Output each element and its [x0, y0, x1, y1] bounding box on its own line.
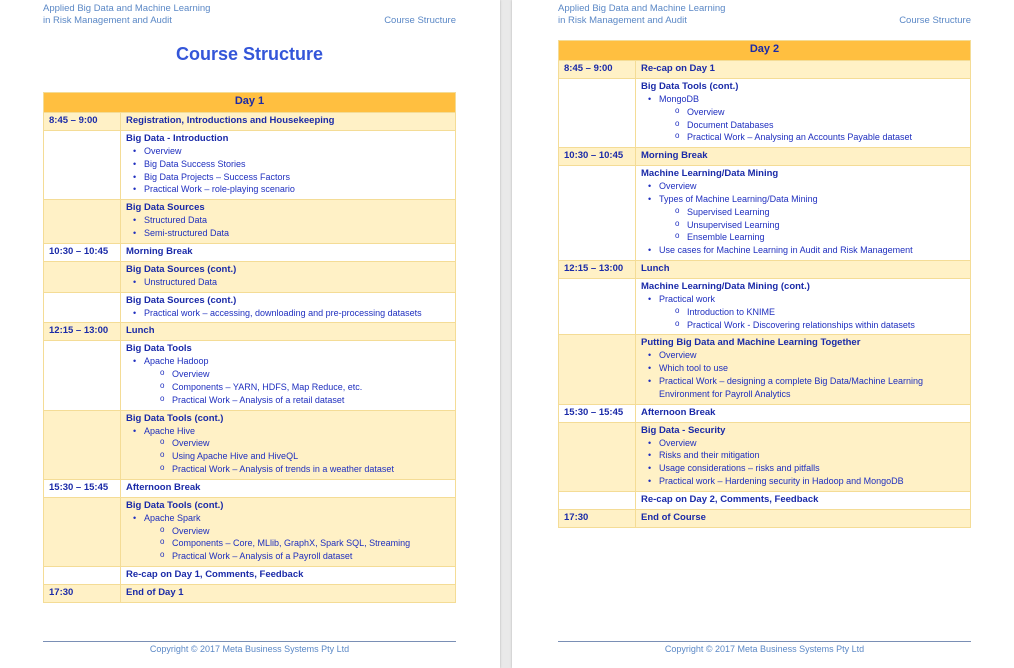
session-heading: Lunch [126, 325, 155, 337]
subtopic-item: o Document Databases [641, 119, 965, 132]
session-time: 8:45 – 9:00 [559, 61, 636, 79]
session-time: 15:30 – 15:45 [559, 404, 636, 422]
session-topic-list [126, 425, 450, 476]
day1-schedule-table [43, 92, 456, 603]
session-content [636, 335, 971, 404]
topic-item: • Structured Data [126, 214, 450, 227]
subtopic-item: o Practical Work – Analysis of a Payroll dataset [126, 550, 450, 563]
header-line-2: in Risk Management and Audit [558, 14, 687, 26]
session-content [121, 584, 456, 602]
page-2 [512, 0, 1014, 668]
schedule-row [559, 79, 971, 148]
topic-item: • Usage considerations – risks and pitfalls [641, 462, 965, 475]
session-content [636, 79, 971, 148]
footer-rule [43, 641, 456, 642]
subtopic-item: o Supervised Learning [641, 206, 965, 219]
session-content [636, 148, 971, 166]
day2-schedule-table [558, 40, 971, 528]
schedule-row [44, 113, 456, 131]
schedule-row [44, 479, 456, 497]
page-title: Course Structure [175, 44, 324, 64]
session-content [636, 509, 971, 527]
session-time [559, 491, 636, 509]
header-line-1: Applied Big Data and Machine Learning [558, 3, 726, 14]
session-time [559, 335, 636, 404]
session-heading: Big Data Sources (cont.) [126, 294, 237, 306]
session-heading: Lunch [641, 262, 670, 274]
session-time [559, 278, 636, 334]
session-time: 12:15 – 13:00 [44, 323, 121, 341]
session-content [636, 61, 971, 79]
session-content [121, 200, 456, 244]
topic-item: • Apache Hadoop [126, 355, 450, 368]
subtopic-item: o Unsupervised Learning [641, 219, 965, 232]
session-content [121, 497, 456, 566]
schedule-row [44, 566, 456, 584]
session-topic-list [641, 293, 965, 331]
topic-item: • Practical work – Hardening security in Hadoop and MongoDB [641, 475, 965, 488]
session-topic-list [641, 93, 965, 144]
day2-rows [559, 61, 971, 528]
session-content [121, 323, 456, 341]
session-topic-list [126, 276, 450, 289]
topic-item: • Apache Hive [126, 425, 450, 438]
session-content [121, 292, 456, 323]
session-topic-list [641, 349, 965, 400]
session-heading: Putting Big Data and Machine Learning Together [641, 337, 861, 349]
topic-item: • Big Data Success Stories [126, 158, 450, 171]
session-heading: Big Data - Security [641, 424, 726, 436]
subtopic-item: o Overview [641, 106, 965, 119]
subtopic-item: o Practical Work - Discovering relationships within datasets [641, 319, 965, 332]
session-time [44, 131, 121, 200]
topic-item: • Use cases for Machine Learning in Audit and Risk Management [641, 244, 965, 257]
topic-item: • Overview [641, 349, 965, 362]
header-line-2: in Risk Management and Audit [43, 14, 172, 26]
subtopic-item: o Practical Work – Analysing an Accounts Payable dataset [641, 131, 965, 144]
session-topic-list [126, 512, 450, 563]
session-heading: End of Day 1 [126, 586, 184, 598]
subtopic-item: o Ensemble Learning [641, 231, 965, 244]
session-heading: Morning Break [641, 150, 708, 162]
session-time [44, 566, 121, 584]
session-topic-list [641, 180, 965, 257]
session-time [44, 341, 121, 410]
schedule-row [44, 410, 456, 479]
session-heading: Registration, Introductions and Housekeeping [126, 115, 335, 126]
session-time [44, 497, 121, 566]
session-content [121, 131, 456, 200]
session-time [559, 79, 636, 148]
topic-item: • Practical work [641, 293, 965, 306]
schedule-row [44, 323, 456, 341]
session-heading: Afternoon Break [641, 406, 716, 418]
session-time [44, 261, 121, 292]
session-content [121, 341, 456, 410]
topic-item: • Apache Spark [126, 512, 450, 525]
session-heading: Afternoon Break [126, 481, 201, 493]
session-time [559, 166, 636, 261]
topic-item: • Practical work – accessing, downloading and pre-processing datasets [126, 307, 450, 320]
topic-item: • MongoDB [641, 93, 965, 106]
schedule-row [559, 166, 971, 261]
subtopic-item: o Components – YARN, HDFS, Map Reduce, etc. [126, 381, 450, 394]
topic-item: • Big Data Projects – Success Factors [126, 171, 450, 184]
session-content [636, 278, 971, 334]
session-topic-list [126, 307, 450, 320]
page-header-section: Course Structure [899, 15, 971, 26]
session-content [121, 410, 456, 479]
footer-rule [558, 641, 971, 642]
page-footer: Copyright © 2017 Meta Business Systems Pty Ltd [149, 644, 350, 654]
session-time: 17:30 [559, 509, 636, 527]
topic-item: • Practical Work – role-playing scenario [126, 183, 450, 196]
day1-rows [44, 113, 456, 603]
topic-item: • Risks and their mitigation [641, 449, 965, 462]
day1-heading: Day 1 [44, 93, 456, 113]
session-content [636, 491, 971, 509]
session-time: 15:30 – 15:45 [44, 479, 121, 497]
session-heading: Big Data - Introduction [126, 133, 229, 144]
session-heading: Big Data Tools (cont.) [641, 81, 739, 92]
schedule-row [559, 491, 971, 509]
session-time [44, 200, 121, 244]
session-content [636, 260, 971, 278]
schedule-row [44, 261, 456, 292]
schedule-row [44, 200, 456, 244]
session-content [121, 261, 456, 292]
session-content [121, 566, 456, 584]
session-content [636, 404, 971, 422]
schedule-row [44, 131, 456, 200]
schedule-row [44, 292, 456, 323]
session-time [44, 292, 121, 323]
session-time [44, 410, 121, 479]
topic-item: • Overview [126, 145, 450, 158]
session-heading: Big Data Tools (cont.) [126, 499, 224, 511]
session-heading: Big Data Tools [126, 343, 192, 355]
day2-heading: Day 2 [559, 41, 971, 61]
schedule-row [559, 335, 971, 404]
subtopic-item: o Practical Work – Analysis of trends in a weather dataset [126, 463, 450, 476]
subtopic-item: o Introduction to KNIME [641, 306, 965, 319]
session-time: 10:30 – 10:45 [559, 148, 636, 166]
page-header-section: Course Structure [384, 15, 456, 26]
session-heading: Morning Break [126, 245, 193, 257]
topic-item: • Overview [641, 180, 965, 193]
schedule-row [559, 61, 971, 79]
session-content [121, 243, 456, 261]
schedule-row [559, 148, 971, 166]
topic-item: • Types of Machine Learning/Data Mining [641, 193, 965, 206]
session-content [121, 113, 456, 131]
session-heading: Big Data Sources (cont.) [126, 263, 237, 275]
schedule-row [559, 509, 971, 527]
session-topic-list [126, 355, 450, 406]
subtopic-item: o Overview [126, 368, 450, 381]
schedule-row [559, 260, 971, 278]
header-line-1: Applied Big Data and Machine Learning [43, 3, 211, 14]
session-heading: Machine Learning/Data Mining (cont.) [641, 280, 810, 292]
session-time: 17:30 [44, 584, 121, 602]
schedule-row [44, 341, 456, 410]
page-header-course [558, 3, 725, 26]
session-heading: Re-cap on Day 1 [641, 63, 715, 74]
subtopic-item: o Using Apache Hive and HiveQL [126, 450, 450, 463]
session-topic-list [641, 437, 965, 488]
page-header-course [43, 3, 210, 26]
session-topic-list [126, 145, 450, 196]
session-heading: Big Data Tools (cont.) [126, 412, 224, 424]
session-heading: Re-cap on Day 2, Comments, Feedback [641, 493, 819, 505]
subtopic-item: o Components – Core, MLlib, GraphX, Spark SQL, Streaming [126, 537, 450, 550]
session-time [559, 422, 636, 491]
subtopic-item: o Practical Work – Analysis of a retail dataset [126, 394, 450, 407]
session-time: 8:45 – 9:00 [44, 113, 121, 131]
session-content [121, 479, 456, 497]
topic-item: • Semi-structured Data [126, 227, 450, 240]
session-heading: Re-cap on Day 1, Comments, Feedback [126, 568, 304, 580]
session-time: 10:30 – 10:45 [44, 243, 121, 261]
session-content [636, 166, 971, 261]
schedule-row [559, 404, 971, 422]
subtopic-item: o Overview [126, 437, 450, 450]
schedule-row [559, 278, 971, 334]
subtopic-item: o Overview [126, 525, 450, 538]
topic-item: • Which tool to use [641, 362, 965, 375]
session-heading: End of Course [641, 511, 706, 523]
session-topic-list [126, 214, 450, 240]
schedule-row [44, 497, 456, 566]
session-content [636, 422, 971, 491]
session-time: 12:15 – 13:00 [559, 260, 636, 278]
session-heading: Big Data Sources [126, 202, 205, 214]
schedule-row [559, 422, 971, 491]
topic-item: • Overview [641, 437, 965, 450]
schedule-row [44, 584, 456, 602]
topic-item: • Unstructured Data [126, 276, 450, 289]
schedule-row [44, 243, 456, 261]
session-heading: Machine Learning/Data Mining [641, 168, 779, 180]
topic-item: • Practical Work – designing a complete Big Data/Machine Learning Environment for Payroll Analytics [641, 375, 965, 401]
page-1 [0, 0, 500, 668]
page-footer: Copyright © 2017 Meta Business Systems Pty Ltd [664, 644, 865, 654]
